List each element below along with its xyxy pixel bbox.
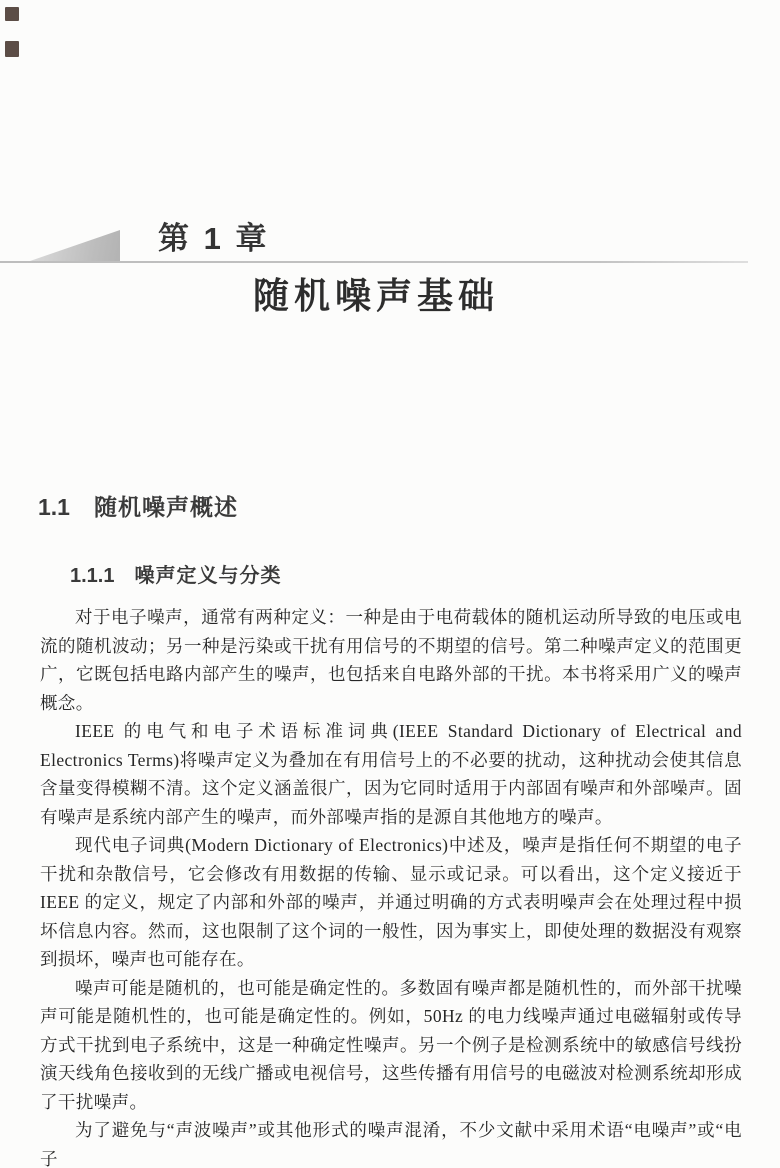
- chapter-triangle-decoration: [30, 230, 120, 261]
- corner-mark-top: [5, 7, 19, 21]
- subsection-title: 噪声定义与分类: [134, 565, 282, 587]
- chapter-title: 随机噪声基础: [252, 275, 499, 316]
- body-text-block: [40, 603, 742, 1168]
- chapter-rule-line: [0, 261, 748, 263]
- subsection-number: 1.1.1: [70, 565, 115, 587]
- section-number: 1.1: [38, 494, 70, 520]
- paragraph-3: 现代电子词典(Modern Dictionary of Electronics)中述及，噪声是指任何不期望的电子干扰和杂散信号，它会修改有用数据的传输、显示或记录。可以看出，这个定义接近于 IEEE 的定义，规定了内部和外部的噪声，并通过明确的方式表明噪声会在处理过程中损坏信息内容。然而，这也限制了这个词的一般性，因为事实上，即使处理的数据没有观察到损坏，噪声也可能存在。: [40, 835, 742, 969]
- chapter-number-label: 第 1 章: [158, 221, 270, 256]
- corner-mark-bottom: [5, 41, 19, 57]
- section-title: 随机噪声概述: [93, 494, 238, 520]
- section-heading-1-1: [38, 489, 238, 522]
- paragraph-2: IEEE 的电气和电子术语标准词典(IEEE Standard Dictionary of Electrical and Electronics Terms)将噪声定义为叠加在有用信号上的不必要的扰动，这种扰动会使其信息含量变得模糊不清。这个定义涵盖很广，因为它同时适用于内部固有噪声和外部噪声。固有噪声是系统内部产生的噪声，而外部噪声指的是源自其他地方的噪声。: [40, 721, 742, 827]
- paragraph-5: 为了避免与“声波噪声”或其他形式的噪声混淆，不少文献中采用术语“电噪声”或“电子: [40, 1120, 742, 1168]
- paragraph-1: 对于电子噪声，通常有两种定义：一种是由于电荷载体的随机运动所导致的电压或电流的随机波动；另一种是污染或干扰有用信号的不期望的信号。第二种噪声定义的范围更广，它既包括电路内部产生的噪声，也包括来自电路外部的干扰。本书将采用广义的噪声概念。: [40, 607, 742, 713]
- paragraph-4: 噪声可能是随机的，也可能是确定性的。多数固有噪声都是随机性的，而外部干扰噪声可能是随机性的，也可能是确定性的。例如，50Hz 的电力线噪声通过电磁辐射或传导方式干扰到电子系统中，这是一种确定性噪声。另一个例子是检测系统中的敏感信号线扮演天线角色接收到的无线广播或电视信号，这些传播有用信号的电磁波对检测系统却形成了干扰噪声。: [40, 977, 742, 1112]
- subsection-heading-1-1-1: [70, 559, 281, 588]
